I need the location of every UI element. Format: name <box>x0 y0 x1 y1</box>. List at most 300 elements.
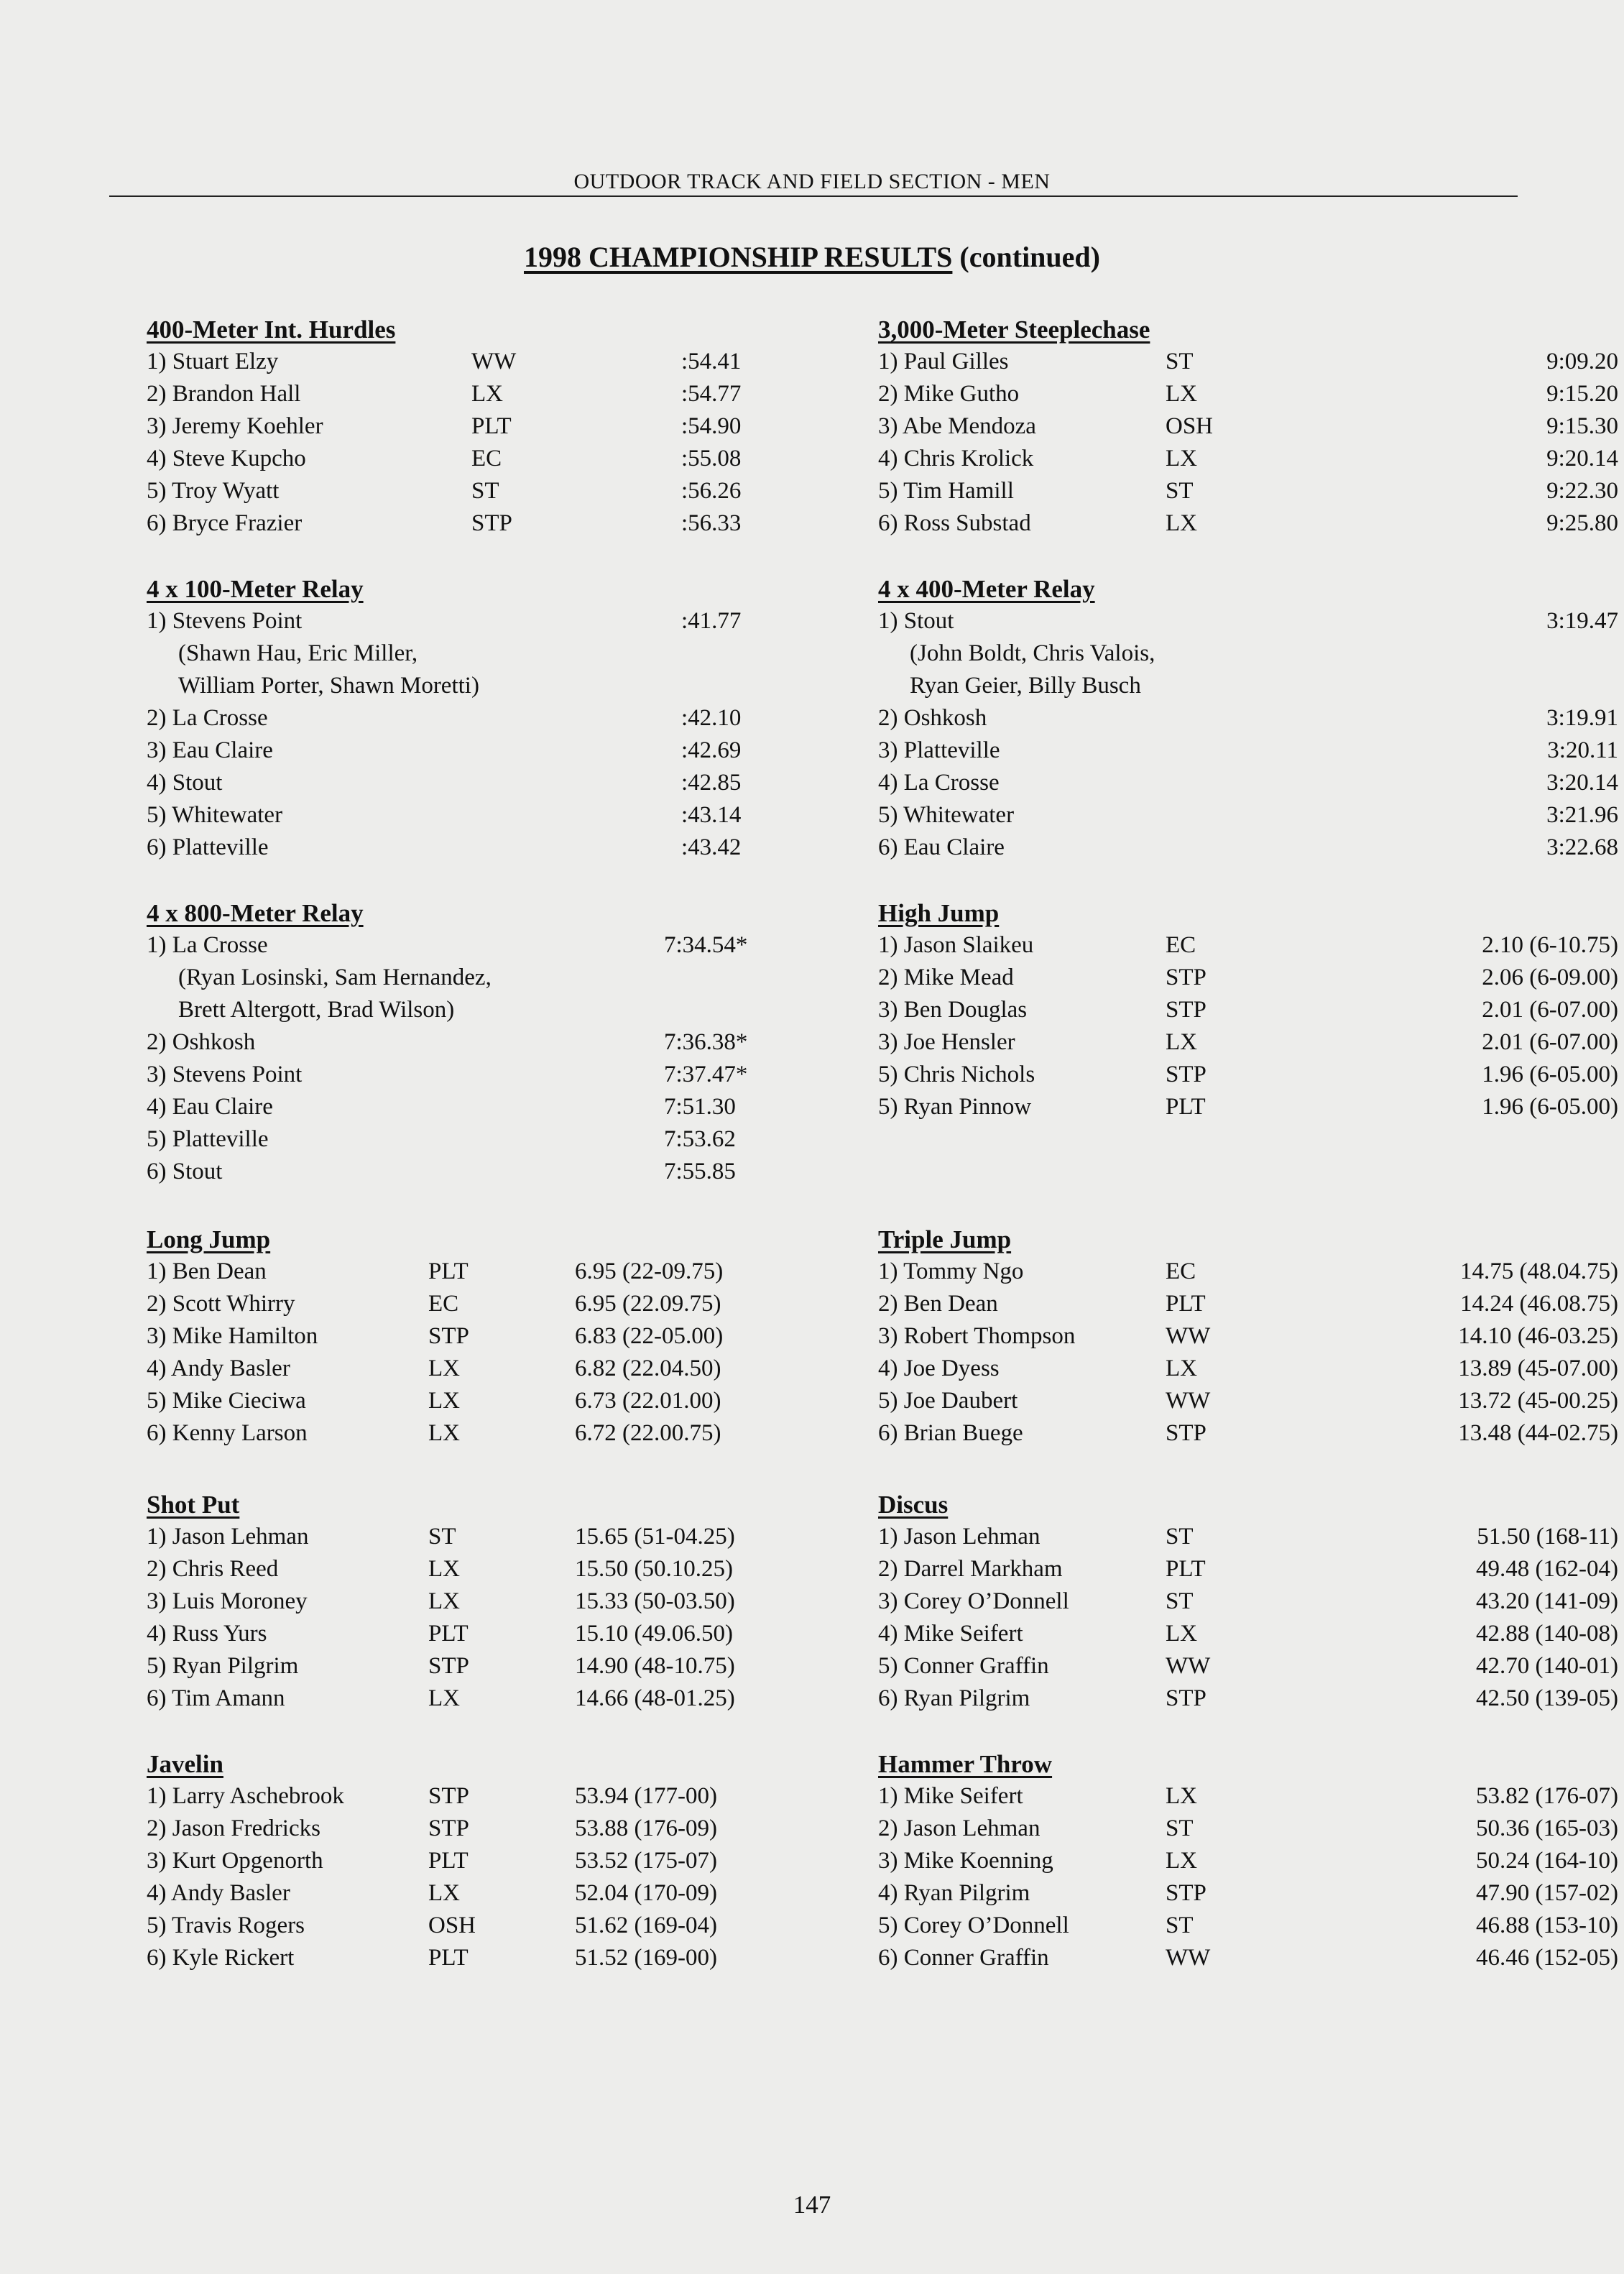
event-title: Shot Put <box>147 1491 240 1519</box>
athlete-name: 2) Ben Dean <box>878 1291 998 1317</box>
athlete-name: 5) Chris Nichols <box>878 1062 1035 1087</box>
result-row <box>147 1553 908 1585</box>
athlete-name: 1) La Crosse <box>147 932 268 958</box>
result-row <box>147 832 908 864</box>
result-mark: :42.69 <box>681 737 742 763</box>
result-mark: :56.33 <box>681 510 742 536</box>
athlete-name: 6) Conner Graffin <box>878 1945 1049 1971</box>
header-rule <box>109 195 1518 197</box>
school-code: LX <box>1166 1355 1197 1381</box>
result-mark: 50.36 (165-03) <box>1476 1815 1618 1841</box>
result-row <box>878 962 1624 994</box>
athlete-name: 1) Ben Dean <box>147 1258 267 1284</box>
event-hammer-throw <box>878 1748 1624 1974</box>
school-code: LX <box>428 1388 460 1414</box>
result-row <box>147 735 908 767</box>
result-row <box>147 799 908 832</box>
athlete-name: 2) Jason Fredricks <box>147 1815 320 1841</box>
relay-members: (Ryan Losinski, Sam Hernandez, <box>178 965 492 990</box>
result-mark: 13.48 (44-02.75) <box>1458 1420 1618 1446</box>
result-row <box>878 1942 1624 1974</box>
result-mark: 13.89 (45-07.00) <box>1458 1355 1618 1381</box>
result-row <box>147 378 908 410</box>
school-code: PLT <box>471 413 512 439</box>
result-row <box>878 346 1624 378</box>
school-code: OSH <box>1166 413 1214 439</box>
result-mark: 2.01 (6-07.00) <box>1482 1029 1618 1055</box>
result-row <box>878 1650 1624 1683</box>
result-row <box>878 1091 1624 1123</box>
result-mark: 3:20.14 <box>1546 770 1618 796</box>
event-title: Hammer Throw <box>878 1750 1053 1778</box>
result-row <box>147 1521 908 1553</box>
result-row <box>147 1813 908 1845</box>
result-row <box>878 1845 1624 1877</box>
athlete-name: 6) Eau Claire <box>878 834 1005 860</box>
athlete-name: 5) Joe Daubert <box>878 1388 1018 1414</box>
event-4x800-relay <box>147 897 908 1188</box>
event-shot-put <box>147 1488 908 1715</box>
result-mark: 9:15.20 <box>1546 381 1618 407</box>
result-row <box>878 1553 1624 1585</box>
result-row <box>147 1320 908 1353</box>
athlete-name: 1) Jason Lehman <box>878 1524 1041 1550</box>
athlete-name: 1) Tommy Ngo <box>878 1258 1024 1284</box>
result-row <box>878 994 1624 1026</box>
school-code: PLT <box>428 1848 469 1874</box>
result-row <box>878 1320 1624 1353</box>
result-row <box>878 1059 1624 1091</box>
result-row <box>147 994 908 1026</box>
event-title: Triple Jump <box>878 1225 1012 1253</box>
result-mark: 14.75 (48.04.75) <box>1460 1258 1618 1284</box>
athlete-name: 5) Travis Rogers <box>147 1912 305 1938</box>
athlete-name: 3) Joe Hensler <box>878 1029 1015 1055</box>
result-mark: 46.46 (152-05) <box>1476 1945 1618 1971</box>
result-row <box>878 1813 1624 1845</box>
result-mark: 14.24 (46.08.75) <box>1460 1291 1618 1317</box>
result-row <box>878 1780 1624 1813</box>
athlete-name: 3) Eau Claire <box>147 737 273 763</box>
school-code: LX <box>428 1556 460 1582</box>
result-row <box>878 735 1624 767</box>
result-row <box>147 1385 908 1417</box>
school-code: PLT <box>428 1621 469 1647</box>
school-code: WW <box>1166 1945 1211 1971</box>
page-title <box>0 240 1624 274</box>
result-mark: 53.82 (176-07) <box>1476 1783 1618 1809</box>
athlete-name: 1) Mike Seifert <box>878 1783 1023 1809</box>
event-title: 4 x 400-Meter Relay <box>878 575 1095 603</box>
school-code: ST <box>428 1524 456 1550</box>
relay-members: Ryan Geier, Billy Busch <box>910 673 1141 699</box>
result-mark: 14.90 (48-10.75) <box>575 1653 735 1679</box>
result-row <box>878 1683 1624 1715</box>
athlete-name: 6) Ross Substad <box>878 510 1031 536</box>
athlete-name: 3) Ben Douglas <box>878 997 1028 1023</box>
result-mark: :43.42 <box>681 834 742 860</box>
school-code: STP <box>428 1323 469 1349</box>
result-row <box>878 410 1624 443</box>
result-row <box>878 1877 1624 1910</box>
athlete-name: 3) Mike Hamilton <box>147 1323 318 1349</box>
athlete-name: 4) Ryan Pilgrim <box>878 1880 1030 1906</box>
school-code: ST <box>1166 478 1194 504</box>
athlete-name: 3) Luis Moroney <box>147 1588 308 1614</box>
school-code: STP <box>1166 997 1207 1023</box>
athlete-name: 2) Chris Reed <box>147 1556 279 1582</box>
result-mark: 7:55.85 <box>664 1159 736 1184</box>
school-code: STP <box>428 1653 469 1679</box>
result-row <box>878 1618 1624 1650</box>
school-code: STP <box>471 510 512 536</box>
athlete-name: 3) Corey O’Donnell <box>878 1588 1069 1614</box>
result-mark: 6.72 (22.00.75) <box>575 1420 721 1446</box>
result-mark: 14.66 (48-01.25) <box>575 1685 735 1711</box>
result-mark: 51.52 (169-00) <box>575 1945 717 1971</box>
result-mark: 42.70 (140-01) <box>1476 1653 1618 1679</box>
result-row <box>878 1288 1624 1320</box>
result-row <box>147 962 908 994</box>
result-row <box>878 799 1624 832</box>
athlete-name: 4) Chris Krolick <box>878 446 1034 471</box>
athlete-name: 4) Russ Yurs <box>147 1621 267 1647</box>
result-mark: 14.10 (46-03.25) <box>1458 1323 1618 1349</box>
result-row <box>147 1618 908 1650</box>
page-number: 147 <box>793 2191 831 2219</box>
event-discus <box>878 1488 1624 1715</box>
athlete-name: 3) Stevens Point <box>147 1062 303 1087</box>
athlete-name: 5) Troy Wyatt <box>147 478 280 504</box>
result-mark: 6.95 (22.09.75) <box>575 1291 721 1317</box>
result-row <box>147 670 908 702</box>
result-row <box>147 1780 908 1813</box>
school-code: PLT <box>1166 1556 1206 1582</box>
school-code: STP <box>428 1815 469 1841</box>
athlete-name: 5) Tim Hamill <box>878 478 1014 504</box>
school-code: LX <box>1166 446 1197 471</box>
result-mark: 42.88 (140-08) <box>1476 1621 1618 1647</box>
result-mark: 7:34.54* <box>664 932 748 958</box>
relay-members: (Shawn Hau, Eric Miller, <box>178 640 418 666</box>
result-row <box>147 1910 908 1942</box>
result-mark: :54.90 <box>681 413 742 439</box>
result-mark: 3:22.68 <box>1546 834 1618 860</box>
school-code: ST <box>1166 1912 1194 1938</box>
result-mark: 52.04 (170-09) <box>575 1880 717 1906</box>
school-code: LX <box>1166 381 1197 407</box>
school-code: ST <box>471 478 499 504</box>
result-mark: 6.83 (22-05.00) <box>575 1323 724 1349</box>
school-code: LX <box>471 381 503 407</box>
athlete-name: 3) Robert Thompson <box>878 1323 1076 1349</box>
result-mark: 7:51.30 <box>664 1094 736 1120</box>
result-mark: :42.85 <box>681 770 742 796</box>
athlete-name: 5) Conner Graffin <box>878 1653 1049 1679</box>
athlete-name: 1) Stuart Elzy <box>147 349 279 374</box>
result-row <box>147 1942 908 1974</box>
result-row <box>147 605 908 637</box>
athlete-name: 2) Scott Whirry <box>147 1291 295 1317</box>
event-long-jump <box>147 1223 908 1450</box>
result-mark: 51.62 (169-04) <box>575 1912 717 1938</box>
result-row <box>878 1353 1624 1385</box>
result-row <box>878 605 1624 637</box>
result-row <box>147 1585 908 1618</box>
result-row <box>147 346 908 378</box>
result-row <box>147 767 908 799</box>
result-row <box>147 1417 908 1450</box>
result-mark: 53.52 (175-07) <box>575 1848 717 1874</box>
school-code: LX <box>428 1355 460 1381</box>
event-title: 400-Meter Int. Hurdles <box>147 316 396 344</box>
athlete-name: 4) Stout <box>147 770 223 796</box>
result-row <box>147 1877 908 1910</box>
result-mark: 7:53.62 <box>664 1126 736 1152</box>
result-mark: 7:36.38* <box>664 1029 748 1055</box>
athlete-name: 6) Bryce Frazier <box>147 510 303 536</box>
athlete-name: 6) Kyle Rickert <box>147 1945 295 1971</box>
event-high-jump <box>878 897 1624 1123</box>
athlete-name: 6) Brian Buege <box>878 1420 1023 1446</box>
event-title: Long Jump <box>147 1225 271 1253</box>
athlete-name: 1) Paul Gilles <box>878 349 1009 374</box>
athlete-name: 3) Mike Koenning <box>878 1848 1053 1874</box>
result-row <box>878 1585 1624 1618</box>
result-row <box>878 475 1624 507</box>
school-code: STP <box>1166 1880 1207 1906</box>
result-row <box>878 767 1624 799</box>
school-code: LX <box>428 1880 460 1906</box>
school-code: STP <box>1166 1420 1207 1446</box>
result-row <box>147 702 908 735</box>
result-mark: 50.24 (164-10) <box>1476 1848 1618 1874</box>
page-title-main: 1998 CHAMPIONSHIP RESULTS <box>523 241 953 273</box>
result-row <box>878 1026 1624 1059</box>
result-mark: :41.77 <box>681 608 742 634</box>
result-row <box>147 410 908 443</box>
athlete-name: 6) Ryan Pilgrim <box>878 1685 1030 1711</box>
result-row <box>878 702 1624 735</box>
athlete-name: 3) Abe Mendoza <box>878 413 1036 439</box>
result-row <box>147 1156 908 1188</box>
result-mark: 53.88 (176-09) <box>575 1815 717 1841</box>
result-mark: 2.10 (6-10.75) <box>1482 932 1618 958</box>
result-mark: 15.50 (50.10.25) <box>575 1556 733 1582</box>
school-code: PLT <box>1166 1094 1206 1120</box>
result-row <box>147 475 908 507</box>
result-mark: :56.26 <box>681 478 742 504</box>
athlete-name: 6) Tim Amann <box>147 1685 285 1711</box>
result-row <box>878 929 1624 962</box>
result-mark: 6.73 (22.01.00) <box>575 1388 721 1414</box>
athlete-name: 3) Jeremy Koehler <box>147 413 323 439</box>
result-row <box>147 1091 908 1123</box>
result-mark: :54.77 <box>681 381 742 407</box>
school-code: LX <box>1166 510 1197 536</box>
athlete-name: 6) Kenny Larson <box>147 1420 308 1446</box>
school-code: ST <box>1166 1815 1194 1841</box>
school-code: LX <box>1166 1783 1197 1809</box>
event-4x100-relay <box>147 573 908 864</box>
result-row <box>147 507 908 540</box>
result-mark: :55.08 <box>681 446 742 471</box>
result-row <box>878 1256 1624 1288</box>
athlete-name: 4) Eau Claire <box>147 1094 273 1120</box>
athlete-name: 6) Stout <box>147 1159 223 1184</box>
school-code: PLT <box>1166 1291 1206 1317</box>
result-mark: 6.95 (22-09.75) <box>575 1258 724 1284</box>
school-code: EC <box>471 446 502 471</box>
athlete-name: 2) La Crosse <box>147 705 268 731</box>
athlete-name: 2) Oshkosh <box>147 1029 256 1055</box>
result-row <box>878 443 1624 475</box>
result-mark: 2.01 (6-07.00) <box>1482 997 1618 1023</box>
athlete-name: 4) La Crosse <box>878 770 1000 796</box>
athlete-name: 1) Stevens Point <box>147 608 303 634</box>
event-400m-hurdles <box>147 313 908 540</box>
school-code: WW <box>1166 1653 1211 1679</box>
result-mark: 3:20.11 <box>1547 737 1618 763</box>
athlete-name: 5) Ryan Pinnow <box>878 1094 1032 1120</box>
school-code: LX <box>1166 1029 1197 1055</box>
event-title: High Jump <box>878 899 1000 927</box>
result-mark: 9:15.30 <box>1546 413 1618 439</box>
school-code: ST <box>1166 1524 1194 1550</box>
result-row <box>878 1417 1624 1450</box>
athlete-name: 5) Mike Cieciwa <box>147 1388 306 1414</box>
school-code: PLT <box>428 1945 469 1971</box>
result-mark: 3:21.96 <box>1546 802 1618 828</box>
result-mark: 3:19.91 <box>1546 705 1618 731</box>
athlete-name: 5) Whitewater <box>878 802 1015 828</box>
result-mark: 1.96 (6-05.00) <box>1482 1094 1618 1120</box>
event-javelin <box>147 1748 908 1974</box>
result-mark: 9:22.30 <box>1546 478 1618 504</box>
athlete-name: 1) Stout <box>878 608 954 634</box>
event-title: 3,000-Meter Steeplechase <box>878 316 1150 344</box>
event-title: Javelin <box>147 1750 223 1778</box>
athlete-name: 5) Whitewater <box>147 802 283 828</box>
athlete-name: 2) Darrel Markham <box>878 1556 1063 1582</box>
result-mark: 46.88 (153-10) <box>1476 1912 1618 1938</box>
athlete-name: 5) Ryan Pilgrim <box>147 1653 299 1679</box>
result-mark: 43.20 (141-09) <box>1476 1588 1618 1614</box>
event-title: Discus <box>878 1491 949 1519</box>
result-mark: 2.06 (6-09.00) <box>1482 965 1618 990</box>
result-row <box>147 1288 908 1320</box>
result-row <box>147 1123 908 1156</box>
result-row <box>147 1683 908 1715</box>
school-code: STP <box>1166 965 1207 990</box>
school-code: EC <box>428 1291 459 1317</box>
school-code: LX <box>1166 1848 1197 1874</box>
athlete-name: 4) Joe Dyess <box>878 1355 1000 1381</box>
result-mark: :42.10 <box>681 705 742 731</box>
result-row <box>878 1521 1624 1553</box>
school-code: LX <box>1166 1621 1197 1647</box>
result-mark: 53.94 (177-00) <box>575 1783 717 1809</box>
result-row <box>147 637 908 670</box>
result-row <box>147 1256 908 1288</box>
school-code: LX <box>428 1420 460 1446</box>
school-code: WW <box>471 349 517 374</box>
result-mark: 7:37.47* <box>664 1062 748 1087</box>
athlete-name: 2) Oshkosh <box>878 705 987 731</box>
school-code: OSH <box>428 1912 476 1938</box>
result-row <box>147 1026 908 1059</box>
result-row <box>878 637 1624 670</box>
section-header: OUTDOOR TRACK AND FIELD SECTION - MEN <box>573 170 1051 193</box>
result-row <box>147 1059 908 1091</box>
school-code: STP <box>1166 1062 1207 1087</box>
athlete-name: 4) Steve Kupcho <box>147 446 306 471</box>
athlete-name: 5) Platteville <box>147 1126 269 1152</box>
result-mark: 49.48 (162-04) <box>1476 1556 1618 1582</box>
school-code: LX <box>428 1685 460 1711</box>
athlete-name: 2) Jason Lehman <box>878 1815 1041 1841</box>
result-mark: 15.10 (49.06.50) <box>575 1621 733 1647</box>
athlete-name: 2) Mike Mead <box>878 965 1014 990</box>
school-code: EC <box>1166 1258 1196 1284</box>
school-code: WW <box>1166 1323 1211 1349</box>
event-title: 4 x 100-Meter Relay <box>147 575 364 603</box>
school-code: EC <box>1166 932 1196 958</box>
event-triple-jump <box>878 1223 1624 1450</box>
athlete-name: 2) Mike Gutho <box>878 381 1020 407</box>
athlete-name: 6) Platteville <box>147 834 269 860</box>
result-mark: 6.82 (22.04.50) <box>575 1355 721 1381</box>
school-code: ST <box>1166 349 1194 374</box>
result-row <box>147 1845 908 1877</box>
result-mark: 9:20.14 <box>1546 446 1618 471</box>
page-title-suffix: (continued) <box>959 241 1100 273</box>
event-steeplechase <box>878 313 1624 540</box>
school-code: STP <box>428 1783 469 1809</box>
result-mark: 9:09.20 <box>1546 349 1618 374</box>
school-code: LX <box>428 1588 460 1614</box>
result-mark: 42.50 (139-05) <box>1476 1685 1618 1711</box>
athlete-name: 2) Brandon Hall <box>147 381 301 407</box>
athlete-name: 1) Jason Lehman <box>147 1524 309 1550</box>
athlete-name: 4) Mike Seifert <box>878 1621 1023 1647</box>
result-row <box>878 1385 1624 1417</box>
result-mark: 13.72 (45-00.25) <box>1458 1388 1618 1414</box>
athlete-name: 4) Andy Basler <box>147 1880 290 1906</box>
athlete-name: 3) Kurt Opgenorth <box>147 1848 323 1874</box>
school-code: STP <box>1166 1685 1207 1711</box>
result-mark: 15.33 (50-03.50) <box>575 1588 735 1614</box>
result-row <box>878 832 1624 864</box>
athlete-name: 3) Platteville <box>878 737 1000 763</box>
result-row <box>147 1650 908 1683</box>
result-row <box>878 670 1624 702</box>
result-row <box>147 443 908 475</box>
relay-members: William Porter, Shawn Moretti) <box>178 673 479 699</box>
school-code: ST <box>1166 1588 1194 1614</box>
result-mark: 15.65 (51-04.25) <box>575 1524 735 1550</box>
relay-members: (John Boldt, Chris Valois, <box>910 640 1155 666</box>
result-mark: 1.96 (6-05.00) <box>1482 1062 1618 1087</box>
event-4x400-relay <box>878 573 1624 864</box>
result-mark: 47.90 (157-02) <box>1476 1880 1618 1906</box>
result-row <box>878 378 1624 410</box>
result-mark: :54.41 <box>681 349 742 374</box>
athlete-name: 4) Andy Basler <box>147 1355 290 1381</box>
result-row <box>878 507 1624 540</box>
result-row <box>147 929 908 962</box>
school-code: WW <box>1166 1388 1211 1414</box>
